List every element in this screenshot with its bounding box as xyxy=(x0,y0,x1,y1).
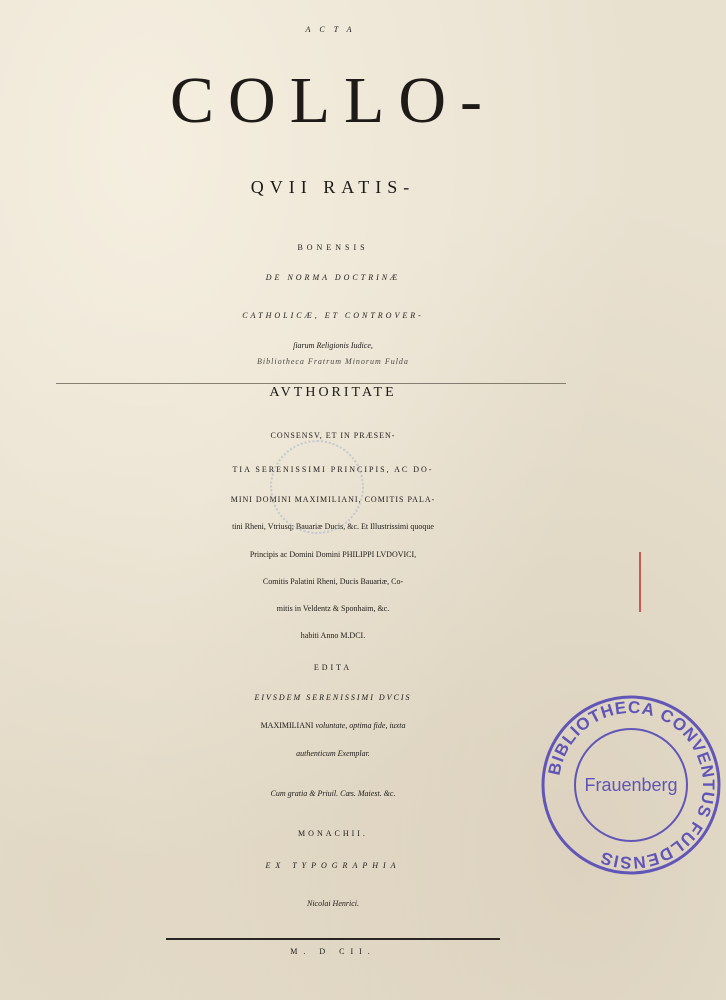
text-mitis: mitis in Veldentz & Sponhaim, &c. xyxy=(276,604,390,613)
text-maximiliani-rest: voluntate, optima fide, iuxta xyxy=(313,721,406,730)
imprint-place: MONACHII. xyxy=(298,829,368,838)
title-collo: COLLO- xyxy=(170,64,496,137)
stamp-outer-text: BIBLIOTHECA CONVENTUS FULDENSIS xyxy=(544,697,719,873)
imprint-printer: Nicolai Henrici. xyxy=(307,899,359,908)
heading-authoritate: AVTHORITATE xyxy=(269,385,397,400)
text-habiti: habiti Anno M.DCI. xyxy=(300,631,366,640)
text-maximiliani-name: MAXIMILIANI xyxy=(260,721,314,730)
subtitle-fiarum: ſiarum Religionis Iudice, xyxy=(293,341,373,350)
text-edita: EDITA xyxy=(313,663,353,672)
text-tini: tini Rheni, Vtriusq; Bauariæ Ducis, &c. Et Illustrissimi quoque xyxy=(232,522,434,531)
text-comitis: Comitis Palatini Rheni, Ducis Bauariæ, Co- xyxy=(262,577,404,586)
imprint-year: M. D CII. xyxy=(290,947,376,956)
imprint-ex-typographia: EX TYPOGRAPHIA xyxy=(265,861,401,870)
imprint-rule xyxy=(166,938,500,940)
library-stamp xyxy=(536,690,726,880)
text-mini: MINI DOMINI MAXIMILIANI, COMITIS PALA- xyxy=(230,495,436,504)
text-tia: TIA SERENISSIMI PRINCIPIS, AC DO- xyxy=(232,465,434,474)
handwritten-underline xyxy=(56,383,566,384)
text-cum-gratia: Cum gratia & Priuil. Cæs. Maiest. &c. xyxy=(270,789,396,798)
title-bonensis: BONENSIS xyxy=(297,243,369,252)
stamp-center-text: Frauenberg xyxy=(584,775,678,795)
subtitle-catholicae: CATHOLICÆ, ET CONTROVER- xyxy=(242,311,424,320)
text-authenticum: authenticum Exemplar. xyxy=(296,749,370,758)
subtitle-de-norma: DE NORMA DOCTRINÆ xyxy=(265,273,401,282)
text-consensu: CONSENSV, ET IN PRÆSEN- xyxy=(270,431,396,440)
faint-stamp-mark xyxy=(270,440,364,534)
text-principis: Principis ac Domini Domini PHILIPPI LVDOVICI, xyxy=(249,550,417,559)
handwritten-provenance-note: Bibliotheca Fratrum Minorum Fulda xyxy=(257,357,409,366)
text-eiusdem: EIVSDEM SERENISSIMI DVCIS xyxy=(254,693,412,702)
title-quii: QVII RATIS- xyxy=(250,177,416,197)
red-pencil-mark xyxy=(639,552,647,612)
title-acta: ACTA xyxy=(305,25,361,34)
